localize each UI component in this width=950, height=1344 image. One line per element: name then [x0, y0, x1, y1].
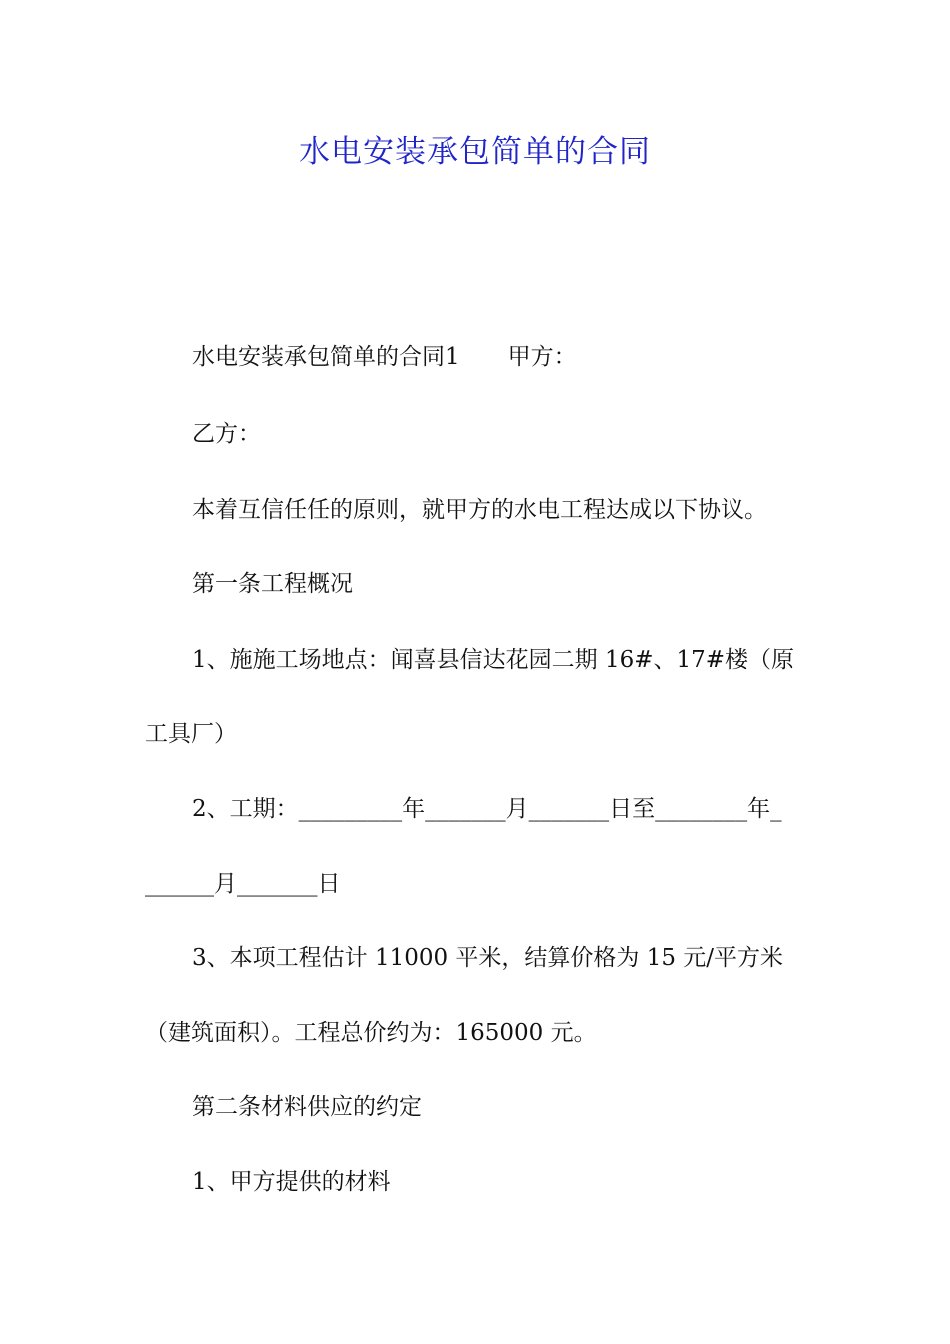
article-1-heading: 第一条工程概况	[192, 571, 353, 597]
pricing-continuation: （建筑面积）。工程总价约为：165000 元。	[145, 1020, 597, 1046]
preamble-paragraph: 本着互信任任的原则，就甲方的水电工程达成以下协议。	[192, 497, 767, 523]
party-a-materials-line: 1、甲方提供的材料	[192, 1169, 391, 1195]
contract-heading-line	[192, 337, 577, 377]
site-location-line: 1、施施工场地点：闻喜县信达花园二期 16#、17#楼（原	[192, 647, 795, 673]
duration-line: 2、工期：_________年_______月_______日至________年_	[192, 796, 782, 822]
document-title: 水电安装承包简单的合同	[299, 134, 651, 170]
duration-continuation: ______月_______日	[145, 871, 341, 897]
party-a-label: 甲方：	[507, 344, 577, 370]
party-b-label: 乙方：	[192, 421, 261, 447]
article-2-heading: 第二条材料供应的约定	[192, 1094, 422, 1120]
pricing-line: 3、本项工程估计 11000 平米，结算价格为 15 元/平方米	[192, 945, 784, 971]
contract-subtitle: 水电安装承包简单的合同1	[192, 344, 460, 370]
site-location-continuation: 工具厂）	[145, 721, 237, 747]
